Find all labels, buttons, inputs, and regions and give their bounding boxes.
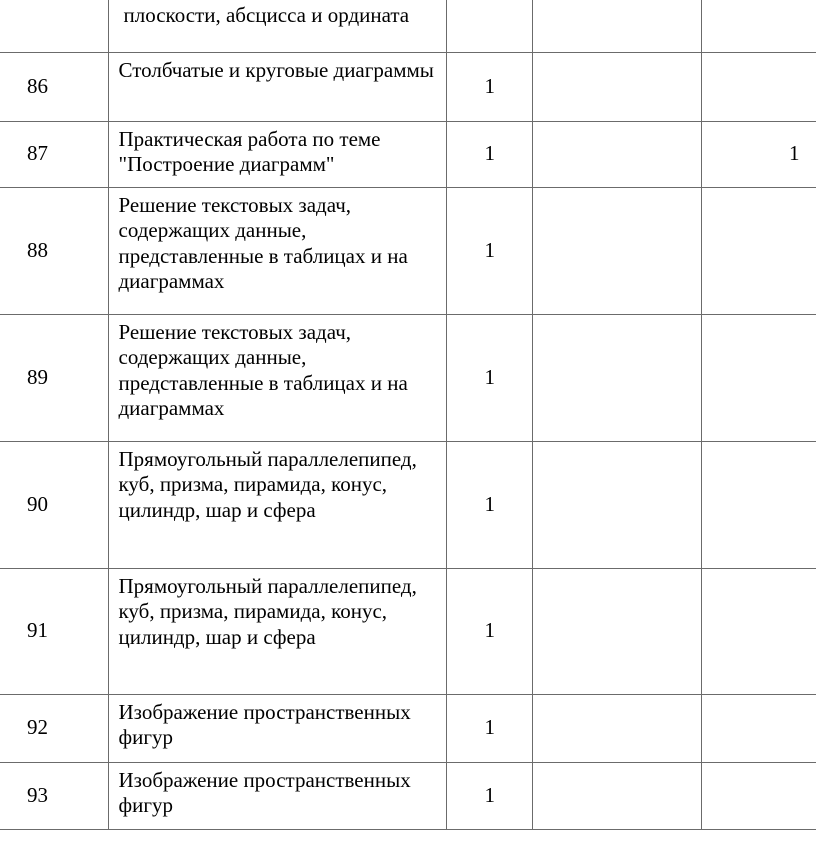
lesson-topic: [108, 694, 446, 762]
lesson-topic-text: Изображение пространственных фигур: [118, 699, 411, 749]
lesson-topic: [108, 441, 446, 568]
lesson-practice: [532, 187, 701, 314]
lesson-number: 87: [0, 121, 108, 187]
lesson-practice: [532, 762, 701, 829]
lesson-control: [701, 187, 816, 314]
lesson-topic: [108, 568, 446, 694]
table-row: [0, 441, 816, 568]
lesson-practice: [532, 314, 701, 441]
table-row: [0, 694, 816, 762]
lesson-control: [701, 694, 816, 762]
lesson-topic-text: Прямоугольный параллелепипед, куб, призма, пирамида, конус, цилиндр, шар и сфера: [118, 573, 417, 649]
lesson-topic-text: Решение текстовых задач, содержащих данные, представленные в таблицах и на диаграммах: [118, 319, 408, 420]
lesson-number: 90: [0, 441, 108, 568]
lesson-hours: 1: [446, 441, 532, 568]
lesson-hours: [446, 0, 532, 52]
lesson-hours: 1: [446, 314, 532, 441]
lesson-topic: [108, 0, 446, 52]
lesson-hours: 1: [446, 762, 532, 829]
table-row: [0, 762, 816, 829]
lesson-hours: 1: [446, 121, 532, 187]
lesson-topic: [108, 314, 446, 441]
lesson-hours: 1: [446, 187, 532, 314]
lesson-control: 1: [701, 121, 816, 187]
lesson-control: [701, 52, 816, 121]
lesson-topic: [108, 762, 446, 829]
lesson-practice: [532, 568, 701, 694]
lesson-topic-text: Столбчатые и круговые диаграммы: [118, 57, 434, 82]
lesson-number: 86: [0, 52, 108, 121]
lesson-number: [0, 0, 108, 52]
table-row: [0, 121, 816, 187]
lesson-number: 88: [0, 187, 108, 314]
lesson-hours: 1: [446, 694, 532, 762]
lesson-control: [701, 314, 816, 441]
lesson-number: 89: [0, 314, 108, 441]
lesson-topic-text: Решение текстовых задач, содержащих данные, представленные в таблицах и на диаграммах: [118, 192, 408, 293]
table-row: [0, 314, 816, 441]
lesson-number: 92: [0, 694, 108, 762]
lesson-number: 93: [0, 762, 108, 829]
lesson-practice: [532, 52, 701, 121]
lesson-practice: [532, 121, 701, 187]
lesson-topic: [108, 121, 446, 187]
lesson-number: 91: [0, 568, 108, 694]
lesson-control: [701, 0, 816, 52]
lesson-topic-text: Изображение пространственных фигур: [118, 767, 411, 817]
lesson-control: [701, 568, 816, 694]
lesson-control: [701, 762, 816, 829]
lesson-topic-text: Практическая работа по теме "Построение диаграмм": [118, 126, 381, 176]
lesson-topic: [108, 52, 446, 121]
lesson-practice: [532, 441, 701, 568]
lesson-hours: 1: [446, 52, 532, 121]
lesson-control: [701, 441, 816, 568]
table-row: [0, 0, 816, 52]
lesson-practice: [532, 0, 701, 52]
lesson-topic: [108, 187, 446, 314]
lesson-practice: [532, 694, 701, 762]
lesson-hours: 1: [446, 568, 532, 694]
lesson-topic-text: Прямоугольный параллелепипед, куб, призма, пирамида, конус, цилиндр, шар и сфера: [118, 446, 417, 522]
lesson-topic-text: плоскости, абсцисса и ордината: [123, 3, 410, 27]
table-row: [0, 187, 816, 314]
table-row: [0, 568, 816, 694]
table-row: [0, 52, 816, 121]
